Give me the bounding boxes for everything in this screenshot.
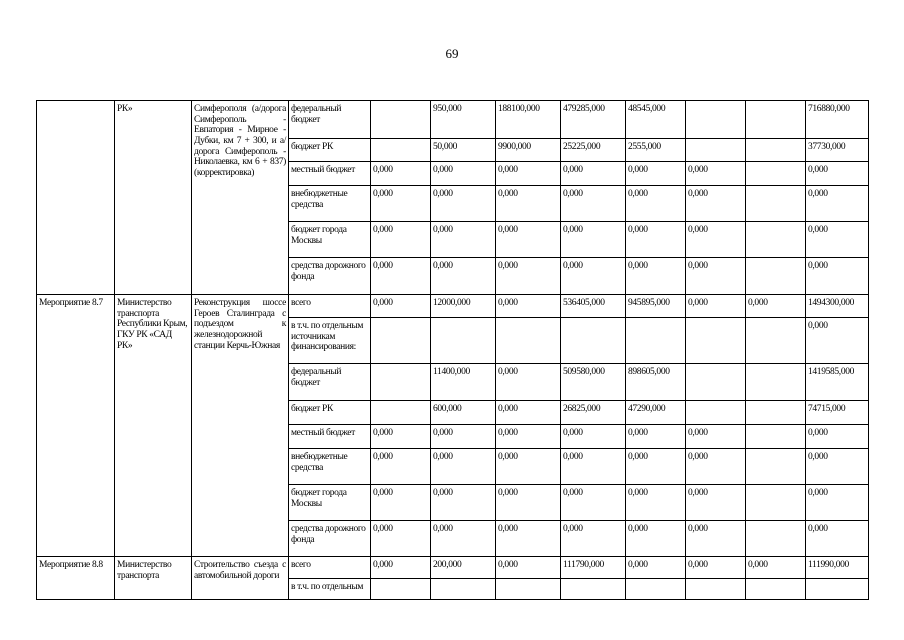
value-cell: 898605,000 (626, 364, 686, 401)
total-value-cell: 0,000 (806, 186, 869, 222)
funding-source-cell: в т.ч. по отдельным источникам финансирования: (289, 318, 371, 364)
value-cell (496, 579, 561, 600)
value-cell: 0,000 (371, 521, 431, 557)
value-cell (746, 186, 806, 222)
value-cell: 0,000 (561, 449, 626, 485)
funding-source-cell: местный бюджет (289, 425, 371, 449)
funding-source-cell: внебюджетные средства (289, 186, 371, 222)
value-cell: 0,000 (561, 425, 626, 449)
value-cell: 0,000 (496, 521, 561, 557)
value-cell (496, 318, 561, 364)
value-cell: 0,000 (561, 521, 626, 557)
funding-source-cell: в т.ч. по отдельным (289, 579, 371, 600)
total-value-cell: 0,000 (806, 425, 869, 449)
value-cell: 0,000 (496, 222, 561, 258)
value-cell: 0,000 (561, 186, 626, 222)
funding-source-cell: бюджет РК (289, 401, 371, 425)
value-cell: 0,000 (496, 162, 561, 186)
value-cell: 11400,000 (431, 364, 496, 401)
value-cell: 0,000 (496, 401, 561, 425)
funding-source-cell: средства дорожного фонда (289, 258, 371, 295)
value-cell (626, 318, 686, 364)
total-value-cell: 111990,000 (806, 557, 869, 579)
total-value-cell: 0,000 (806, 318, 869, 364)
value-cell (746, 318, 806, 364)
value-cell: 26825,000 (561, 401, 626, 425)
value-cell: 0,000 (686, 295, 746, 318)
total-value-cell: 0,000 (806, 521, 869, 557)
value-cell: 479285,000 (561, 101, 626, 139)
value-cell (686, 318, 746, 364)
value-cell: 0,000 (746, 557, 806, 579)
total-value-cell: 37730,000 (806, 139, 869, 162)
total-value-cell: 0,000 (806, 162, 869, 186)
funding-source-cell: средства дорожного фонда (289, 521, 371, 557)
value-cell: 0,000 (371, 449, 431, 485)
value-cell (686, 364, 746, 401)
object-cell: Симферополя (а/дорога Симферополь - Евпатория - Мирное - Дубки, км 7 + 300, и а/дорога Симферополь - Николаевка, км 6 + 837) (корректировка) (192, 101, 289, 295)
value-cell: 0,000 (746, 295, 806, 318)
funding-source-cell: местный бюджет (289, 162, 371, 186)
value-cell: 0,000 (496, 449, 561, 485)
value-cell: 509580,000 (561, 364, 626, 401)
value-cell (746, 139, 806, 162)
value-cell (371, 101, 431, 139)
total-value-cell (806, 579, 869, 600)
value-cell: 0,000 (626, 449, 686, 485)
value-cell (746, 579, 806, 600)
value-cell: 0,000 (371, 222, 431, 258)
value-cell (686, 139, 746, 162)
value-cell: 0,000 (626, 521, 686, 557)
value-cell (746, 521, 806, 557)
funding-source-cell: бюджет города Москвы (289, 485, 371, 521)
budget-table (36, 100, 869, 600)
value-cell: 9900,000 (496, 139, 561, 162)
value-cell: 0,000 (686, 449, 746, 485)
table-row (37, 557, 869, 579)
value-cell (371, 364, 431, 401)
value-cell: 200,000 (431, 557, 496, 579)
value-cell (686, 101, 746, 139)
funding-source-cell: федеральный бюджет (289, 101, 371, 139)
value-cell (746, 101, 806, 139)
value-cell: 50,000 (431, 139, 496, 162)
value-cell: 0,000 (371, 425, 431, 449)
funding-source-cell: бюджет города Москвы (289, 222, 371, 258)
value-cell (371, 318, 431, 364)
value-cell: 0,000 (561, 162, 626, 186)
table-body (37, 101, 869, 600)
value-cell: 2555,000 (626, 139, 686, 162)
value-cell: 0,000 (431, 186, 496, 222)
value-cell: 0,000 (371, 485, 431, 521)
value-cell: 0,000 (431, 425, 496, 449)
executor-cell: Министерство транспорта Республики Крым, ГКУ РК «САД РК» (115, 295, 192, 557)
measure-code-cell (37, 101, 115, 295)
total-value-cell: 0,000 (806, 258, 869, 295)
value-cell: 0,000 (496, 364, 561, 401)
measure-code-cell: Мероприятие 8.7 (37, 295, 115, 557)
value-cell: 0,000 (431, 521, 496, 557)
total-value-cell: 0,000 (806, 449, 869, 485)
value-cell (746, 449, 806, 485)
funding-source-cell: всего (289, 557, 371, 579)
value-cell (371, 139, 431, 162)
total-value-cell: 1419585,000 (806, 364, 869, 401)
funding-source-cell: всего (289, 295, 371, 318)
value-cell: 25225,000 (561, 139, 626, 162)
value-cell: 0,000 (496, 485, 561, 521)
value-cell: 950,000 (431, 101, 496, 139)
value-cell (746, 162, 806, 186)
value-cell: 0,000 (686, 557, 746, 579)
value-cell: 48545,000 (626, 101, 686, 139)
value-cell: 0,000 (561, 258, 626, 295)
value-cell: 0,000 (686, 485, 746, 521)
value-cell: 47290,000 (626, 401, 686, 425)
value-cell: 0,000 (371, 186, 431, 222)
value-cell: 0,000 (626, 557, 686, 579)
value-cell: 0,000 (431, 258, 496, 295)
value-cell (746, 364, 806, 401)
object-cell: Строительство съезда с автомобильной дороги (192, 557, 289, 600)
value-cell (561, 579, 626, 600)
value-cell (746, 485, 806, 521)
value-cell: 0,000 (371, 162, 431, 186)
value-cell (371, 401, 431, 425)
value-cell: 0,000 (496, 557, 561, 579)
funding-source-cell: внебюджетные средства (289, 449, 371, 485)
value-cell (746, 425, 806, 449)
value-cell: 0,000 (626, 222, 686, 258)
page-number: 69 (445, 46, 459, 61)
value-cell: 0,000 (496, 186, 561, 222)
value-cell (686, 401, 746, 425)
value-cell: 0,000 (686, 425, 746, 449)
value-cell: 0,000 (686, 186, 746, 222)
value-cell (626, 579, 686, 600)
value-cell: 0,000 (686, 258, 746, 295)
value-cell: 0,000 (431, 222, 496, 258)
value-cell: 0,000 (626, 258, 686, 295)
value-cell: 0,000 (626, 162, 686, 186)
value-cell: 0,000 (496, 425, 561, 449)
value-cell (561, 318, 626, 364)
value-cell (746, 222, 806, 258)
value-cell: 536405,000 (561, 295, 626, 318)
value-cell: 0,000 (431, 162, 496, 186)
value-cell: 0,000 (431, 485, 496, 521)
total-value-cell: 0,000 (806, 485, 869, 521)
funding-source-cell: федеральный бюджет (289, 364, 371, 401)
executor-cell: РК» (115, 101, 192, 295)
value-cell: 0,000 (626, 186, 686, 222)
total-value-cell: 74715,000 (806, 401, 869, 425)
value-cell: 600,000 (431, 401, 496, 425)
value-cell (686, 579, 746, 600)
total-value-cell: 1494300,000 (806, 295, 869, 318)
value-cell: 111790,000 (561, 557, 626, 579)
object-cell: Реконструкция шоссе Героев Сталинграда с подъездом к железнодорожной станции Керчь-Южная (192, 295, 289, 557)
executor-cell: Министерство транспорта (115, 557, 192, 600)
funding-source-cell: бюджет РК (289, 139, 371, 162)
total-value-cell: 716880,000 (806, 101, 869, 139)
value-cell: 0,000 (686, 521, 746, 557)
value-cell: 0,000 (561, 222, 626, 258)
value-cell: 0,000 (686, 162, 746, 186)
value-cell: 0,000 (371, 295, 431, 318)
value-cell: 0,000 (431, 449, 496, 485)
value-cell: 0,000 (371, 557, 431, 579)
value-cell: 0,000 (371, 258, 431, 295)
value-cell (371, 579, 431, 600)
value-cell (746, 401, 806, 425)
value-cell (746, 258, 806, 295)
value-cell: 12000,000 (431, 295, 496, 318)
value-cell: 0,000 (496, 295, 561, 318)
measure-code-cell: Мероприятие 8.8 (37, 557, 115, 600)
total-value-cell: 0,000 (806, 222, 869, 258)
value-cell: 188100,000 (496, 101, 561, 139)
value-cell: 0,000 (496, 258, 561, 295)
value-cell: 0,000 (561, 485, 626, 521)
value-cell: 945895,000 (626, 295, 686, 318)
value-cell (431, 579, 496, 600)
table-row (37, 295, 869, 318)
value-cell (431, 318, 496, 364)
value-cell: 0,000 (686, 222, 746, 258)
value-cell: 0,000 (626, 485, 686, 521)
table-row (37, 101, 869, 139)
value-cell: 0,000 (626, 425, 686, 449)
